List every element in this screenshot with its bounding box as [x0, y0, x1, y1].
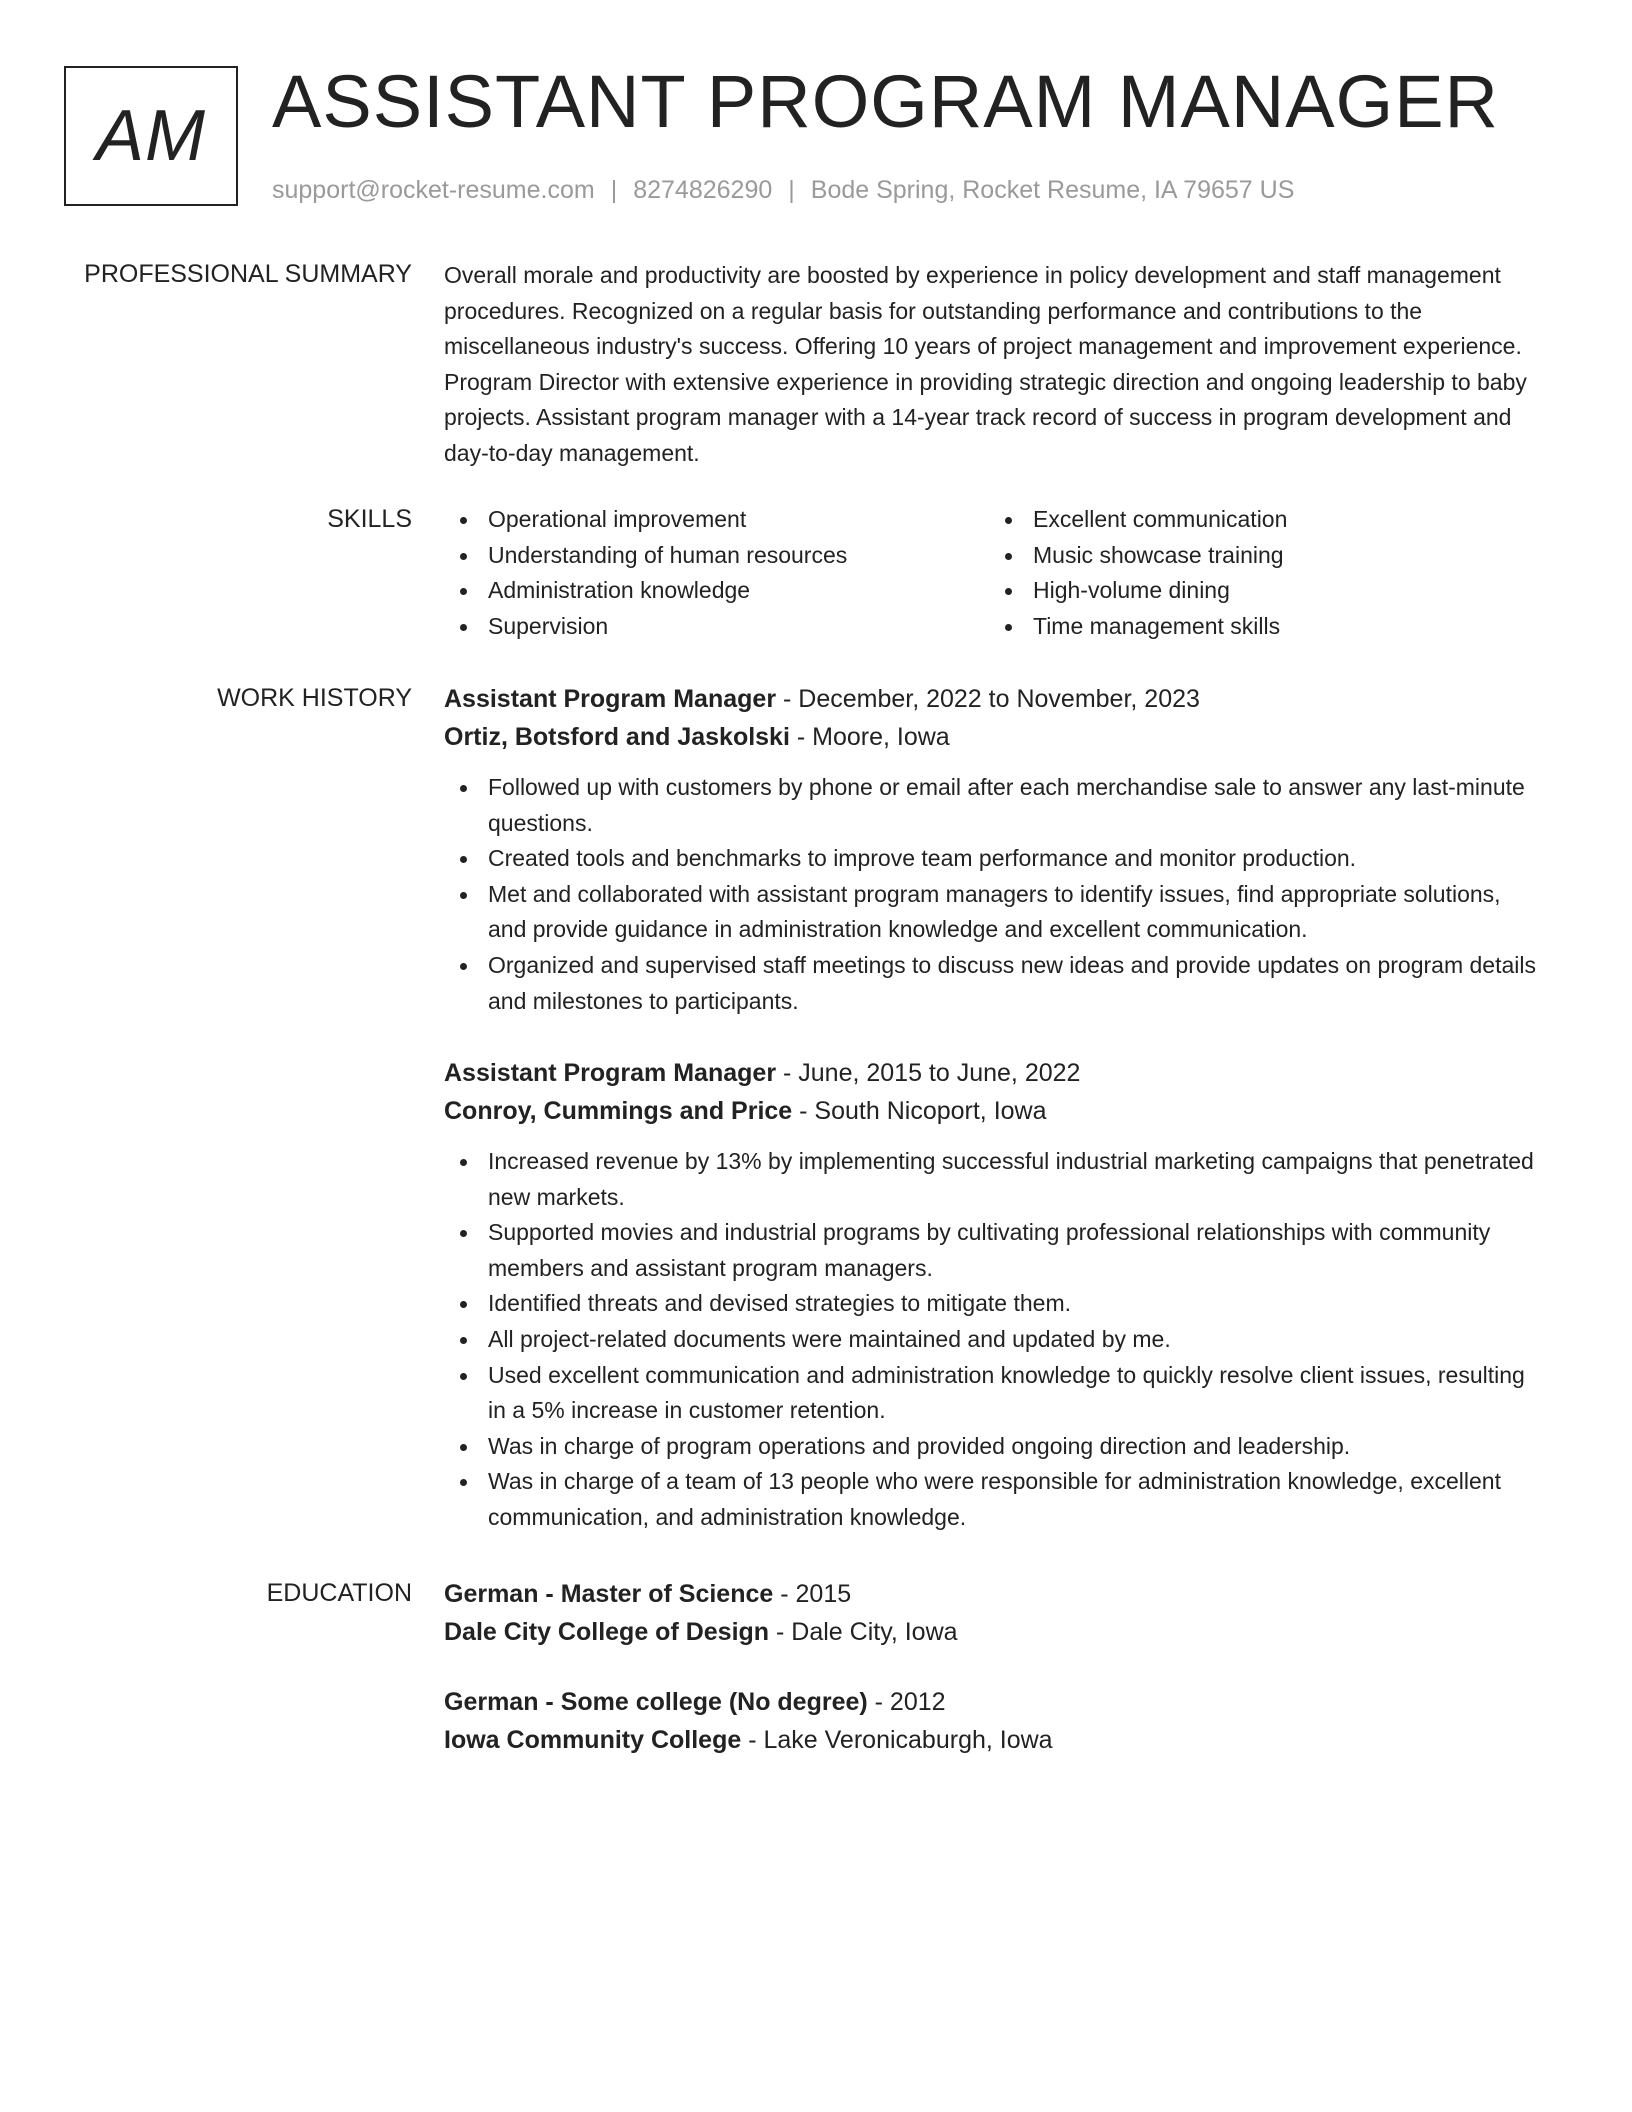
skills-heading: SKILLS	[327, 505, 412, 533]
education-school: Iowa Community College	[444, 1726, 742, 1754]
skill-item: Supervision	[444, 609, 989, 645]
skills-list-right	[989, 502, 1534, 644]
contact-phone: 8274826290	[633, 176, 773, 204]
work-history-heading: WORK HISTORY	[217, 684, 412, 712]
contact-address: Bode Spring, Rocket Resume, IA 79657 US	[810, 176, 1295, 204]
skill-item: High-volume dining	[989, 573, 1534, 609]
job-bullet: Met and collaborated with assistant program managers to identify issues, find appropriate solutions, and provide guidance in administration knowledge and excellent communication.	[444, 877, 1544, 948]
job-bullet: Increased revenue by 13% by implementing successful industrial marketing campaigns that penetrated new markets.	[444, 1144, 1544, 1215]
job-title: Assistant Program Manager	[444, 1059, 777, 1087]
education-location: - Lake Veronicaburgh, Iowa	[741, 1726, 1053, 1754]
education-degree-line	[444, 1575, 1544, 1613]
skills-body	[444, 502, 1544, 644]
monogram-box	[64, 66, 238, 206]
job-company-line	[444, 1092, 1544, 1130]
monogram-initials: AM	[96, 96, 206, 176]
job-bullet: Used excellent communication and administration knowledge to quickly resolve client issues, resulting in a 5% increase in customer retention.	[444, 1358, 1544, 1429]
education-heading: EDUCATION	[266, 1579, 412, 1607]
job-bullet: Was in charge of program operations and provided ongoing direction and leadership.	[444, 1429, 1544, 1465]
education-degree-line	[444, 1683, 1544, 1721]
skill-item: Understanding of human resources	[444, 538, 989, 574]
job-company: Conroy, Cummings and Price	[444, 1097, 793, 1125]
job-bullet: Created tools and benchmarks to improve team performance and monitor production.	[444, 841, 1544, 877]
education-entry	[444, 1575, 1544, 1651]
job-bullet: Identified threats and devised strategies to mitigate them.	[444, 1286, 1544, 1322]
job-location: - Moore, Iowa	[789, 723, 950, 751]
skill-item: Administration knowledge	[444, 573, 989, 609]
contact-line	[272, 172, 1294, 208]
job-entry	[444, 680, 1544, 1019]
contact-email: support@rocket-resume.com	[272, 176, 595, 204]
education-school: Dale City College of Design	[444, 1618, 770, 1646]
skill-item: Time management skills	[989, 609, 1534, 645]
job-bullet: Was in charge of a team of 13 people who were responsible for administration knowledge, excellent communication, and administration knowledge.	[444, 1464, 1544, 1535]
resume-title: ASSISTANT PROGRAM MANAGER	[272, 60, 1499, 143]
skill-item: Music showcase training	[989, 538, 1534, 574]
job-title-line	[444, 1054, 1544, 1092]
education-school-line	[444, 1613, 1544, 1651]
job-title-line	[444, 680, 1544, 718]
job-title: Assistant Program Manager	[444, 685, 777, 713]
job-company-line	[444, 718, 1544, 756]
job-dates: - June, 2015 to June, 2022	[776, 1059, 1081, 1087]
job-bullet: Followed up with customers by phone or email after each merchandise sale to answer any last-minute questions.	[444, 770, 1544, 841]
skill-item: Excellent communication	[989, 502, 1534, 538]
summary-text: Overall morale and productivity are boosted by experience in policy development and staff management procedures. Recognized on a regular basis for outstanding performance and contributions to the miscellaneous industry's success. Offering 10 years of project management and improvement experience. Program Director with extensive experience in providing strategic direction and ongoing leadership to baby projects. Assistant program manager with a 14-year track record of success in program development and day-to-day management.	[444, 262, 1527, 466]
skill-item: Operational improvement	[444, 502, 989, 538]
job-bullet: Organized and supervised staff meetings to discuss new ideas and provide updates on program details and milestones to participants.	[444, 948, 1544, 1019]
education-location: - Dale City, Iowa	[769, 1618, 958, 1646]
education-school-line	[444, 1721, 1544, 1759]
education-year: - 2012	[867, 1688, 946, 1716]
skills-list-left	[444, 502, 989, 644]
job-entry	[444, 1054, 1544, 1536]
contact-separator: |	[788, 176, 795, 204]
education-degree: German - Some college (No degree)	[444, 1688, 868, 1716]
job-bullet: Supported movies and industrial programs by cultivating professional relationships with community members and assistant program managers.	[444, 1215, 1544, 1286]
job-company: Ortiz, Botsford and Jaskolski	[444, 723, 790, 751]
job-location: - South Nicoport, Iowa	[792, 1097, 1047, 1125]
contact-separator: |	[610, 176, 618, 204]
education-entry	[444, 1683, 1544, 1759]
education-degree: German - Master of Science	[444, 1580, 774, 1608]
summary-body	[444, 258, 1544, 472]
job-bullets	[444, 770, 1544, 1019]
job-bullet: All project-related documents were maintained and updated by me.	[444, 1322, 1544, 1358]
job-dates: - December, 2022 to November, 2023	[776, 685, 1200, 713]
job-bullets	[444, 1144, 1544, 1536]
summary-heading: PROFESSIONAL SUMMARY	[84, 260, 412, 288]
education-year: - 2015	[773, 1580, 852, 1608]
